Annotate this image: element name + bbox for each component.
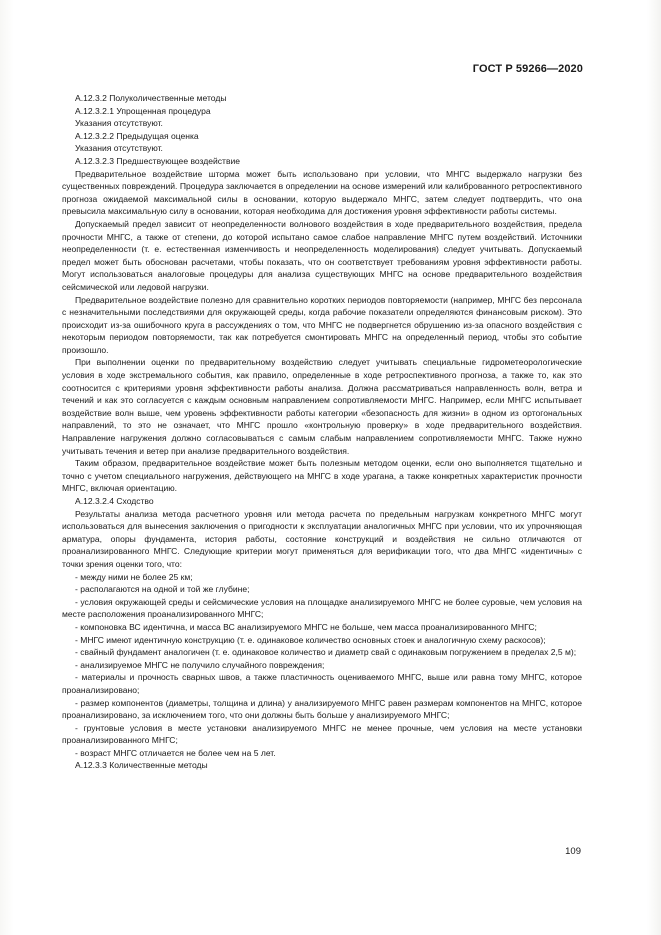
paragraph: Результаты анализа метода расчетного уровня или метода расчета по предельным нагрузкам конкретного МНГС могут использоваться для вынесения заключения о пригодности к эксплуатации аналогичных МНГС при условии, что их упрочняющая арматура, опоры фундамента, история работы, состояние конструкций и воздействия не сильно отличаются от проанализированного МНГС. Следующие критерии могут применяться для верификации того, что два МНГС «идентичны» с точки зрения оценки того, что: xyxy=(62,508,582,569)
note-no-guidance: Указания отсутствуют. xyxy=(75,118,163,129)
heading-previous-assessment: А.12.3.2.2 Предыдущая оценка xyxy=(75,130,199,141)
paragraph: Предварительное воздействие шторма может быть использовано при условии, что МНГС выдержало нагрузки без существенных повреждений. Процедура заключается в определении на основе измерений или калиброванного ретроспективного прогноза ожидаемой максимальной силы в основании, которую выдержало МНГС, затем следует подтвердить, что она превысила максимальную силу в основании, которая необходима для достижения уровня эффективности работы системы. xyxy=(62,168,582,217)
list-item: - условия окружающей среды и сейсмические условия на площадке анализируемого МНГС не более суровые, чем условия на месте расположения проанализированного МНГС; xyxy=(62,596,582,620)
list-item: - МНГС имеют идентичную конструкцию (т. е. одинаковое количество основных стоек и аналогичную схему раскосов); xyxy=(75,634,546,645)
list-item: - грунтовые условия в месте установки анализируемого МНГС не менее прочные, чем условия на месте установки проанализированного МНГС; xyxy=(62,722,582,746)
page-number: 109 xyxy=(565,846,581,857)
list-item: - между ними не более 25 км; xyxy=(75,571,193,582)
heading-prior-exposure: А.12.3.2.3 Предшествующее воздействие xyxy=(75,155,241,166)
note-no-guidance: Указания отсутствуют. xyxy=(75,143,163,154)
paragraph: Предварительное воздействие полезно для сравнительно коротких периодов повторяемости (например, МНГС без персонала с незначительными последствиями для окружающей среды, когда рабочие показатели определяются финансовым риском). Это происходит из-за ошибочного круга в рассуждениях о том, что МНГС не подвергнется обрушению из-за опасного воздействия с некоторым периодом повторяемости, так как потребуется смонтировать МНГС на определенный период, чтобы это событие произошло. xyxy=(62,294,582,355)
paragraph: Таким образом, предварительное воздействие может быть полезным методом оценки, если оно выполняется тщательно и точно с учетом специального нагружения, действующего на МНГС в ходе урагана, а также конкретных характеристик прочности МНГС, включая ориентацию. xyxy=(62,458,582,494)
list-item: - возраст МНГС отличается не более чем на 5 лет. xyxy=(75,747,276,758)
paragraph: Допускаемый предел зависит от неопределенности волнового воздействия в ходе предварительного воздействия, предела прочности МНГС, а также от степени, до которой испытано самое слабое направление МНГС путем воздействий. Источники неопределенности (т. е. естественная изменчивость и неопределенность моделирования) следует учитывать. Допускаемый предел может быть обоснован расчетами, чтобы показать, что он соответствует требованиям уровня эффективности работы. Могут использоваться аналоговые процедуры для анализа существующих МНГС на основе предварительного воздействия сейсмической или ледовой нагрузки. xyxy=(62,218,582,292)
heading-semi-quantitative-methods: А.12.3.2 Полуколичественные методы xyxy=(75,93,227,103)
document-body xyxy=(62,92,582,772)
heading-simplified-procedure: А.12.3.2.1 Упрощенная процедура xyxy=(75,105,211,116)
heading-similarity: А.12.3.2.4 Сходство xyxy=(75,496,154,506)
list-item: - компоновка ВС идентична, и масса ВС анализируемого МНГС не больше, чем масса проанализированного МНГС; xyxy=(75,621,537,632)
list-item: - размер компонентов (диаметры, толщина и длина) у анализируемого МНГС равен размерам компонентов на МНГС, которое проанализировано, за исключением того, что они должны быть больше у анализируемого МНГС; xyxy=(62,697,582,721)
list-item: - материалы и прочность сварных швов, а также пластичность оцениваемого МНГС, выше или равна тому МНГС, которое проанализировано; xyxy=(62,672,582,695)
list-item: - свайный фундамент аналогичен (т. е. одинаковое количество и диаметр свай с одинаковым погружением в пределах 2,5 м); xyxy=(75,647,577,658)
list-item: - располагаются на одной и той же глубине; xyxy=(75,584,250,595)
paragraph: При выполнении оценки по предварительному воздействию следует учитывать специальные гидрометеорологические условия в ходе экстремального события, как правило, определенные в ходе ретроспективного прогноза, а также то, как это соотносится с критериями уровня эффективности работы анализа. Должна рассматриваться направленность волн, ветра и течений и как это согласуется с каждым основным направлением сопротивляемости МНГС. Например, если МНГС испытывает воздействие волн выше, чем уровень эффективности работы категории «безопасность для жизни» в одном из ортогональных направлений, то это не означает, что МНГС прошло «контрольную проверку» в ходе предварительного воздействия. Направление нагружения должно согласовываться с самым слабым направлением сопротивляемости МНГС. Также нужно учитывать течения и ветер при анализе предварительного воздействия. xyxy=(62,357,582,456)
heading-quantitative-methods: А.12.3.3 Количественные методы xyxy=(75,760,208,771)
list-item: - анализируемое МНГС не получило случайного повреждения; xyxy=(75,659,325,670)
document-id-header: ГОСТ Р 59266—2020 xyxy=(472,63,583,75)
